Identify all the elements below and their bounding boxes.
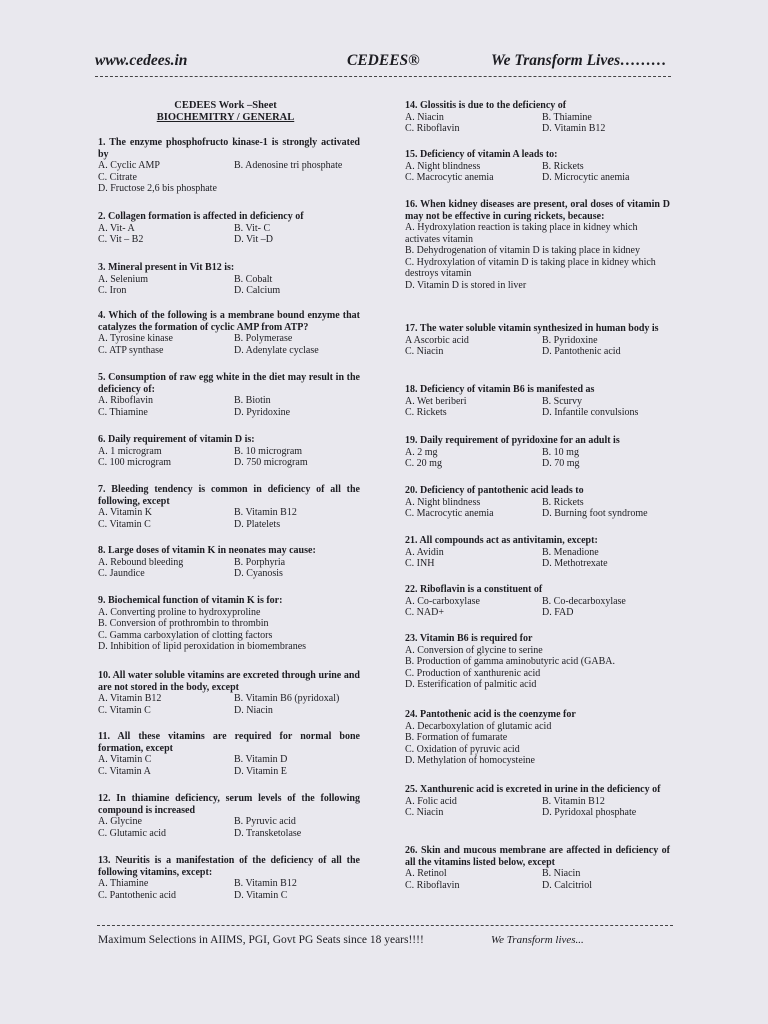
question-stem: 25. Xanthurenic acid is excreted in urine in the deficiency of [405, 784, 661, 795]
option-d: D. Platelets [234, 518, 281, 530]
option-a: A. Retinol [405, 868, 447, 879]
option-b: B. Polymerase [234, 333, 293, 344]
question-6 [98, 434, 360, 469]
option-b: B. Vitamin B12 [234, 507, 297, 518]
option-d: D. FAD [542, 607, 574, 618]
option-d: D. 70 mg [542, 458, 580, 469]
question-options [405, 497, 670, 520]
option-a: A. Glycine [98, 816, 142, 827]
question-options [98, 223, 360, 246]
question-stem: 21. All compounds act as antivitamin, except: [405, 535, 598, 546]
option-d: D. Methylation of homocysteine [405, 755, 535, 766]
option-c: C. Vitamin C [98, 518, 151, 530]
question-stem: 18. Deficiency of vitamin B6 is manifested as [405, 384, 595, 395]
option-a: A. Cyclic AMP [98, 160, 160, 171]
option-d: D. Pyridoxal phosphate [542, 807, 637, 818]
option-c: C. Oxidation of pyruvic acid [405, 743, 520, 755]
question-stem: 1. The enzyme phosphofructo kinase-1 is strongly activated by [98, 137, 360, 160]
question-26 [405, 845, 670, 891]
option-d: D. Transketolase [234, 827, 302, 839]
question-3 [98, 262, 360, 297]
option-d: D. Cyanosis [234, 568, 283, 579]
option-c: C. Riboflavin [405, 123, 460, 134]
option-b: B. 10 microgram [234, 445, 303, 457]
option-d: D. Vit –D [234, 234, 273, 245]
option-b: B. Adenosine tri phosphate [234, 160, 343, 171]
option-spacer [234, 172, 360, 184]
question-15 [405, 149, 670, 184]
question-options [405, 335, 670, 358]
option-c: C. Citrate [98, 171, 137, 183]
option-a: A. Co-carboxylase [405, 595, 480, 607]
option-b: B. Rickets [542, 496, 584, 508]
question-21 [405, 535, 670, 570]
option-a: A. Thiamine [98, 878, 149, 889]
option-a: A. Rebound bleeding [98, 556, 184, 568]
option-b: B. Scurvy [542, 395, 582, 407]
option-c: C. Niacin [405, 346, 444, 357]
option-c: C. Hydroxylation of vitamin D is taking place in kidney which destroys vitamin [405, 256, 656, 279]
question-options [405, 868, 670, 891]
option-c: C. Gamma carboxylation of clotting factors [98, 629, 273, 641]
option-b: B. 10 mg [542, 446, 579, 458]
question-stem: 19. Daily requirement of pyridoxine for an adult is [405, 435, 620, 446]
option-c: C. ATP synthase [98, 344, 164, 356]
option-d: D. Methotrexate [542, 558, 608, 569]
option-c: C. Thiamine [98, 406, 148, 418]
option-c: C. 20 mg [405, 458, 442, 469]
option-c: C. 100 microgram [98, 457, 172, 468]
option-c: C. Macrocytic anemia [405, 508, 494, 519]
question-16 [405, 199, 670, 291]
option-a: A. Vitamin B12 [98, 693, 162, 704]
question-stem: 11. All these vitamins are required for normal bone formation, except [98, 731, 360, 754]
page-footer [98, 934, 678, 946]
page-header [95, 52, 669, 74]
header-divider [95, 76, 671, 77]
option-a: A. Folic acid [405, 795, 457, 807]
worksheet-title-line1: CEDEES Work –Sheet [174, 100, 277, 111]
question-22 [405, 584, 670, 619]
option-d: D. Adenylate cyclase [234, 344, 319, 356]
option-d: D. Vitamin D is stored in liver [405, 279, 527, 291]
option-c: C. Niacin [405, 807, 444, 818]
question-5 [98, 372, 360, 418]
question-18 [405, 384, 670, 419]
question-options [405, 396, 670, 419]
question-19 [405, 435, 670, 470]
option-d: D. Calcitriol [542, 879, 592, 891]
option-a: A. Wet beriberi [405, 395, 467, 407]
option-c: C. INH [405, 558, 435, 569]
question-options [98, 446, 360, 469]
question-options [405, 222, 670, 291]
option-a: A. Selenium [98, 273, 148, 285]
question-options [98, 693, 360, 716]
option-a: A. 1 microgram [98, 445, 162, 457]
option-b: B. Vitamin D [234, 754, 288, 765]
question-options [405, 112, 670, 135]
question-stem: 8. Large doses of vitamin K in neonates may cause: [98, 545, 316, 556]
question-1 [98, 137, 360, 195]
question-options [98, 878, 360, 901]
option-a: A. Night blindness [405, 496, 481, 508]
question-stem: 16. When kidney diseases are present, oral doses of vitamin D may not be effective in curing rickets, because: [405, 199, 670, 222]
option-a: A. Hydroxylation reaction is taking place in kidney which activates vitamin [405, 222, 638, 245]
question-stem: 2. Collagen formation is affected in deficiency of [98, 211, 304, 222]
question-stem: 26. Skin and mucous membrane are affected in deficiency of all the vitamins listed below, except [405, 845, 670, 868]
question-25 [405, 784, 670, 819]
option-c: C. Vitamin A [98, 765, 151, 777]
question-options [98, 274, 360, 297]
option-d: D. Microcytic anemia [542, 172, 630, 183]
option-b: B. Menadione [542, 546, 599, 558]
question-11 [98, 731, 360, 777]
question-options [98, 333, 360, 356]
option-b: B. Production of gamma aminobutyric acid (GABA. [405, 656, 615, 667]
option-a: A. Conversion of glycine to serine [405, 644, 543, 656]
question-stem: 13. Neuritis is a manifestation of the deficiency of all the following vitamins, except: [98, 855, 360, 878]
question-stem: 24. Pantothenic acid is the coenzyme for [405, 709, 576, 720]
option-c: C. Vitamin C [98, 704, 151, 716]
question-stem: 15. Deficiency of vitamin A leads to: [405, 149, 558, 160]
question-stem: 3. Mineral present in Vit B12 is: [98, 262, 235, 273]
brand-name: CEDEES® [347, 52, 420, 69]
question-options [405, 161, 670, 184]
option-b: B. Vit- C [234, 222, 271, 234]
option-b: B. Cobalt [234, 273, 273, 285]
option-c: C. Macrocytic anemia [405, 172, 494, 183]
option-c: C. Jaundice [98, 568, 145, 579]
question-2 [98, 211, 360, 246]
question-options [98, 557, 360, 580]
option-b: B. Thiamine [542, 111, 592, 123]
option-a: A Ascorbic acid [405, 334, 469, 346]
question-options [405, 447, 670, 470]
option-d: D. Calcium [234, 285, 281, 296]
question-stem: 23. Vitamin B6 is required for [405, 633, 533, 644]
question-stem: 20. Deficiency of pantothenic acid leads to [405, 485, 584, 496]
option-d: D. Esterification of palmitic acid [405, 679, 537, 690]
website-link[interactable]: www.cedees.in [95, 52, 188, 69]
footer-text: Maximum Selections in AIIMS, PGI, Govt PG Seats since 18 years!!!! [98, 934, 424, 946]
question-10 [98, 670, 360, 716]
question-20 [405, 485, 670, 520]
option-a: A. Vitamin C [98, 754, 152, 765]
question-8 [98, 545, 360, 580]
question-4 [98, 310, 360, 356]
question-stem: 4. Which of the following is a membrane bound enzyme that catalyzes the formation of cyclic AMP from ATP? [98, 310, 360, 333]
question-24 [405, 709, 670, 767]
option-a: A. Vitamin K [98, 507, 152, 518]
question-7 [98, 484, 360, 530]
option-c: C. Iron [98, 285, 127, 296]
option-a: A. Avidin [405, 546, 444, 558]
question-options [405, 796, 670, 819]
question-options [98, 160, 360, 195]
question-options [98, 816, 360, 839]
option-d: D. Niacin [234, 704, 273, 716]
footer-tagline: We Transform lives... [491, 934, 584, 946]
question-options [98, 754, 360, 777]
question-9 [98, 595, 360, 653]
option-b: B. Vitamin B12 [542, 795, 605, 807]
option-b: B. Conversion of prothrombin to thrombin [98, 618, 269, 629]
option-a: A. Decarboxylation of glutamic acid [405, 720, 552, 732]
option-c: C. Vit – B2 [98, 234, 144, 245]
header-slogan: We Transform Lives……… [491, 52, 667, 69]
worksheet-title-line2: BIOCHEMITRY / GENERAL [156, 112, 295, 123]
option-b: B. Pyruvic acid [234, 816, 296, 827]
question-options [405, 721, 670, 767]
option-d: D. Vitamin E [234, 765, 287, 777]
option-b: B. Vitamin B6 (pyridoxal) [234, 693, 340, 704]
option-c: C. Glutamic acid [98, 827, 167, 839]
question-12 [98, 793, 360, 839]
option-c: C. Riboflavin [405, 879, 460, 891]
option-d: D. 750 microgram [234, 457, 308, 468]
option-b: B. Vitamin B12 [234, 878, 297, 889]
option-b: B. Niacin [542, 868, 581, 879]
question-14 [405, 100, 670, 135]
option-b: B. Rickets [542, 160, 584, 172]
question-options [98, 395, 360, 418]
question-stem: 6. Daily requirement of vitamin D is: [98, 434, 255, 445]
question-stem: 12. In thiamine deficiency, serum levels of the following compound is increased [98, 793, 360, 816]
option-d: D. Fructose 2,6 bis phosphate [98, 183, 217, 194]
question-stem: 17. The water soluble vitamin synthesized in human body is [405, 323, 659, 334]
option-b: B. Co-decarboxylase [542, 595, 626, 607]
footer-divider [97, 925, 673, 926]
question-options [405, 645, 670, 691]
option-a: A. Night blindness [405, 160, 481, 172]
option-d: D. Burning foot syndrome [542, 508, 648, 519]
question-options [405, 596, 670, 619]
option-a: A. Niacin [405, 111, 444, 123]
option-d: D. Pantothenic acid [542, 346, 621, 357]
question-options [98, 607, 360, 653]
option-d: D. Infantile convulsions [542, 407, 639, 418]
option-b: B. Porphyria [234, 556, 286, 568]
option-d: D. Vitamin B12 [542, 123, 606, 134]
question-17 [405, 323, 670, 358]
option-b: B. Formation of fumarate [405, 732, 508, 743]
question-stem: 9. Biochemical function of vitamin K is for: [98, 595, 283, 606]
question-stem: 14. Glossitis is due to the deficiency of [405, 100, 567, 111]
worksheet-title [98, 100, 353, 124]
question-13 [98, 855, 360, 901]
option-a: A. Riboflavin [98, 395, 153, 406]
option-c: C. Production of xanthurenic acid [405, 667, 541, 679]
option-a: A. Tyrosine kinase [98, 333, 173, 344]
option-c: C. Pantothenic acid [98, 889, 177, 901]
question-23 [405, 633, 670, 691]
option-d: D. Pyridoxine [234, 406, 291, 418]
question-stem: 7. Bleeding tendency is common in deficiency of all the following, except [98, 484, 360, 507]
question-options [98, 507, 360, 530]
option-b: B. Pyridoxine [542, 334, 598, 346]
option-a: A. 2 mg [405, 446, 438, 458]
question-stem: 10. All water soluble vitamins are excreted through urine and are not stored in the body, except [98, 670, 360, 693]
question-stem: 5. Consumption of raw egg white in the diet may result in the deficiency of: [98, 372, 360, 395]
option-d: D. Inhibition of lipid peroxidation in biomembranes [98, 641, 307, 652]
option-a: A. Converting proline to hydroxyproline [98, 606, 261, 618]
question-stem: 22. Riboflavin is a constituent of [405, 584, 543, 595]
option-c: C. Rickets [405, 407, 447, 418]
option-c: C. NAD+ [405, 607, 444, 618]
question-options [405, 547, 670, 570]
option-a: A. Vit- A [98, 222, 135, 234]
option-d: D. Vitamin C [234, 889, 288, 901]
option-b: B. Dehydrogenation of vitamin D is taking place in kidney [405, 245, 640, 256]
option-b: B. Biotin [234, 395, 271, 406]
